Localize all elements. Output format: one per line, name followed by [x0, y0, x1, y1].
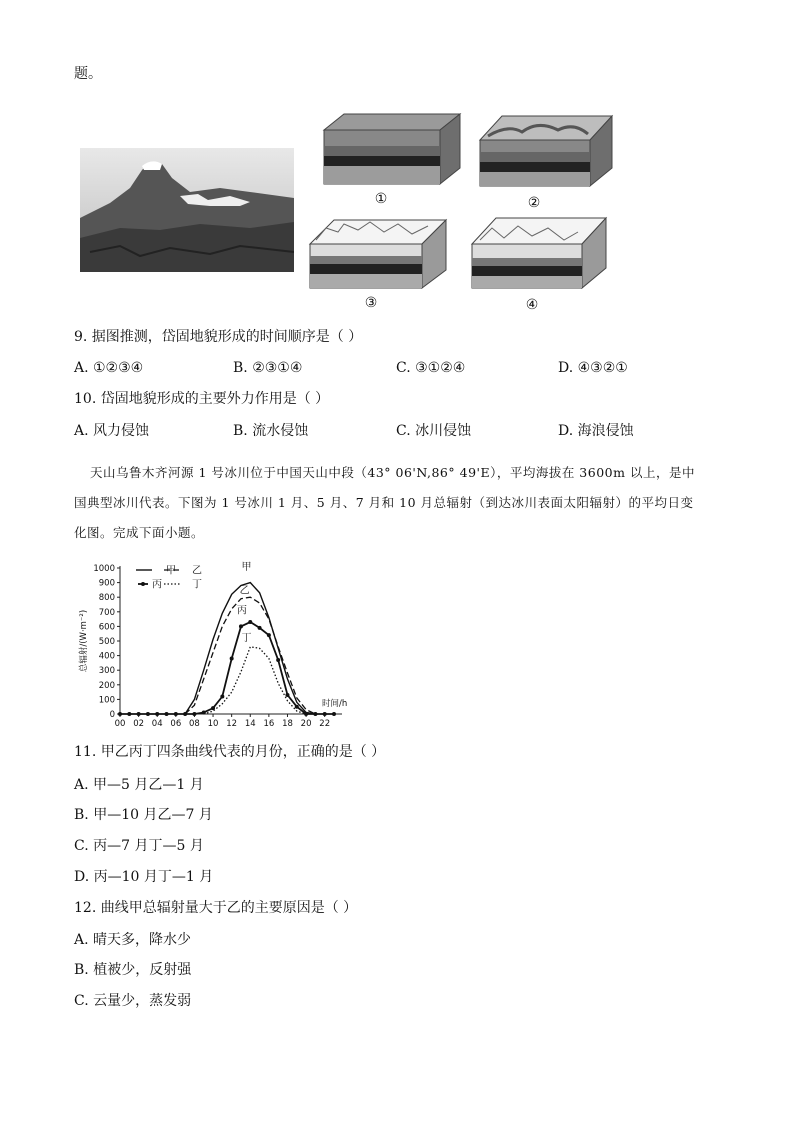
- x-tick-label: 04: [151, 719, 163, 729]
- q12-option-a[interactable]: A. 晴天多，降水少: [74, 932, 192, 948]
- block-label-4: ④: [525, 297, 539, 313]
- y-tick-label: 1000: [93, 564, 115, 574]
- block-diagram-3: [308, 210, 448, 290]
- curve-label: 乙: [239, 585, 250, 597]
- q10-option-c[interactable]: C. 冰川侵蚀: [396, 423, 472, 439]
- series-point: [258, 626, 262, 630]
- passage-line-3: 化图。完成下面小题。: [74, 525, 205, 540]
- series-point: [323, 712, 327, 716]
- series-point: [276, 658, 280, 662]
- y-tick-label: 600: [98, 622, 115, 633]
- x-axis-label: 时间/h: [322, 699, 348, 709]
- legend-label: 丁: [192, 579, 202, 591]
- y-tick-label: 500: [98, 637, 115, 647]
- legend-label: 丙: [152, 579, 162, 591]
- radiation-chart-svg: [74, 560, 364, 730]
- q11-option-d[interactable]: D. 丙—10 月丁—1 月: [74, 869, 214, 885]
- q10-option-d[interactable]: D. 海浪侵蚀: [558, 423, 634, 439]
- y-tick-label: 800: [98, 593, 115, 604]
- series-line-2: [185, 597, 315, 714]
- series-line-3: [120, 622, 334, 714]
- series-point: [165, 712, 169, 716]
- q12-stem: 12. 曲线甲总辐射量大于乙的主要原因是（ ）: [74, 900, 358, 916]
- series-point: [127, 712, 131, 716]
- block-diagram-4: [470, 214, 608, 290]
- y-tick-label: 900: [98, 578, 115, 589]
- q10-option-b[interactable]: B. 流水侵蚀: [233, 423, 309, 439]
- series-point: [248, 620, 252, 624]
- q9-stem: 9. 据图推测，岱固地貌形成的时间顺序是（ ）: [74, 329, 363, 345]
- x-tick-label: 22: [319, 719, 331, 729]
- block-label-3: ③: [364, 295, 378, 311]
- series-point: [137, 712, 141, 716]
- block-label-1: ①: [374, 191, 388, 207]
- q9-option-c[interactable]: C. ③①②④: [396, 360, 466, 376]
- x-tick-label: 12: [226, 719, 238, 729]
- y-tick-label: 300: [98, 666, 115, 677]
- q10-option-a[interactable]: A. 风力侵蚀: [74, 423, 150, 439]
- q11-option-b[interactable]: B. 甲—10 月乙—7 月: [74, 807, 213, 823]
- series-point: [267, 633, 271, 637]
- x-tick-label: 08: [189, 719, 200, 729]
- y-tick-label: 700: [98, 607, 115, 618]
- q12-option-c[interactable]: C. 云量少，蒸发弱: [74, 993, 192, 1009]
- passage-line-2: 国典型冰川代表。下图为 1 号冰川 1 月、5 月、7 月和 10 月总辐射（到达冰川表面太阳辐射）的平均日变: [74, 495, 694, 510]
- x-tick-label: 10: [207, 719, 219, 729]
- y-tick-label: 400: [98, 651, 115, 662]
- series-point: [118, 712, 122, 716]
- curve-label: 丙: [236, 605, 247, 617]
- q9-option-d[interactable]: D. ④③②①: [558, 360, 628, 376]
- x-tick-label: 20: [300, 719, 312, 729]
- series-point: [174, 712, 178, 716]
- q11-option-a[interactable]: A. 甲—5 月乙—1 月: [74, 777, 204, 793]
- y-tick-label: 0: [109, 710, 115, 720]
- q9-option-a[interactable]: A. ①②③④: [74, 360, 144, 376]
- legend-label: 甲: [166, 565, 176, 577]
- y-tick-label: 200: [98, 680, 115, 691]
- series-point: [332, 712, 336, 716]
- x-tick-label: 18: [282, 719, 293, 729]
- curve-label: 丁: [241, 633, 252, 644]
- block-label-2: ②: [527, 195, 541, 211]
- series-point: [230, 657, 234, 661]
- top-fragment: 题。: [74, 66, 102, 82]
- landform-photo: [80, 148, 294, 272]
- x-tick-label: 00: [114, 719, 126, 729]
- q11-stem: 11. 甲乙丙丁四条曲线代表的月份，正确的是（ ）: [74, 744, 386, 760]
- block-diagram-1: [322, 112, 462, 188]
- curve-label: 甲: [241, 562, 252, 574]
- x-tick-label: 16: [263, 719, 275, 729]
- legend-label: 乙: [192, 565, 202, 577]
- series-point: [155, 712, 159, 716]
- x-tick-label: 14: [244, 719, 256, 729]
- y-axis-label: 总辐射/(W·m⁻²): [79, 609, 89, 673]
- series-point: [285, 693, 289, 697]
- radiation-chart: [74, 560, 364, 730]
- series-point: [239, 624, 243, 628]
- q9-option-b[interactable]: B. ②③①④: [233, 360, 303, 376]
- series-point: [146, 712, 150, 716]
- q10-stem: 10. 岱固地貌形成的主要外力作用是（ ）: [74, 391, 330, 407]
- passage-line-1: 天山乌鲁木齐河源 1 号冰川位于中国天山中段（43° 06'N,86° 49'E），平均海拔在 3600m 以上，是中: [90, 465, 695, 480]
- q11-option-c[interactable]: C. 丙—7 月丁—5 月: [74, 838, 204, 854]
- series-point: [192, 712, 196, 716]
- legend-marker: [141, 582, 145, 586]
- series-point: [220, 694, 224, 698]
- y-tick-label: 100: [98, 695, 115, 706]
- series-point: [183, 712, 187, 716]
- x-tick-label: 06: [170, 719, 182, 729]
- series-point: [295, 705, 299, 709]
- block-diagram-2: [478, 112, 614, 188]
- q12-option-b[interactable]: B. 植被少，反射强: [74, 962, 192, 978]
- x-tick-label: 02: [133, 719, 145, 729]
- series-point: [313, 712, 317, 716]
